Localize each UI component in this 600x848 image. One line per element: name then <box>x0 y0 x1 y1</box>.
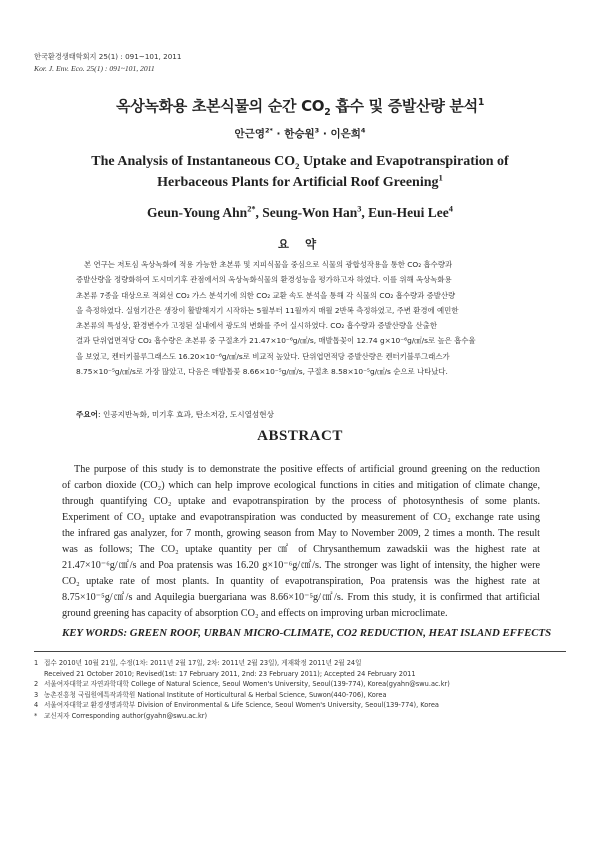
english-abstract-line: of carbon dioxide (CO₂) which can help improve ecological functions in cities and mitigation of climate change, <box>62 480 540 491</box>
footnote-item <box>34 700 566 711</box>
author-ko-2: 한승원 <box>284 128 315 140</box>
author-separator: · <box>319 128 331 140</box>
english-abstract-line: the infrared gas analyzer, for 7 month, growing season from May to November 2009, 2 times a month. The result <box>62 528 540 539</box>
footnote-text: 교신저자 Corresponding author(gyahn@swu.ac.kr) <box>44 711 208 720</box>
korean-abstract-line: 결과 단위엽면적당 CO₂ 흡수량은 초본류 중 구절초가 21.47×10⁻⁶g/㎠/s, 매발톱꽃이 12.74 g×10⁻⁶g/㎠/s로 높은 흡수율 <box>76 336 476 346</box>
footnotes <box>34 658 566 722</box>
title-en-line1-pre: The Analysis of Instantaneous CO <box>91 154 296 169</box>
korean-abstract-line: 초본류 7종을 대상으로 적외선 CO₂ 가스 분석기에 의한 CO₂ 교환 속도 분석을 통해 각 식물의 CO₂ 흡수량과 증발산량 <box>76 290 456 300</box>
korean-abstract-body <box>76 257 526 379</box>
title-ko-rest: 흡수 및 증발산량 분석 <box>330 97 478 115</box>
english-abstract-line: The purpose of this study is to demonstrate the positive effects of artificial ground greening on the reduction <box>74 464 540 475</box>
title-ko-subscript: 2 <box>324 107 331 118</box>
abstract-heading: ABSTRACT <box>257 428 343 444</box>
title-en-line1-post: Uptake and Evapotranspiration of <box>299 154 509 169</box>
footnote-item <box>34 690 566 701</box>
author-en-1-mark: 2* <box>247 204 256 214</box>
author-en-3-mark: 4 <box>448 204 453 214</box>
footnote-text: 농촌진흥청 국립원예특작과학원 National Institute of Horticultural & Herbal Science, Suwon(440-706), Korea <box>44 690 387 699</box>
english-abstract-line: Experiment of CO₂ uptake and evapotranspiration was conducted by measurement of CO₂ exchange rate using <box>62 512 540 523</box>
footnote-item <box>34 669 566 680</box>
author-en-3: , Eun-Heui Lee <box>361 205 449 220</box>
footnote-mark: 3 <box>34 690 39 699</box>
authors-korean <box>0 126 600 141</box>
author-ko-2-mark: 3 <box>314 126 320 135</box>
footnote-item <box>34 711 566 722</box>
english-abstract-body <box>62 462 540 622</box>
title-en-subscript: 2 <box>295 160 300 171</box>
korean-abstract-line: 8.75×10⁻⁵g/㎠/s로 가장 많았고, 다음은 매발톱꽃 8.66×10⁻⁵g/㎠/s, 구절초 8.58×10⁻⁵g/㎠/s 순으로 나타났다. <box>76 367 448 377</box>
footnote-mark: 1 <box>34 659 39 667</box>
english-abstract-line: through quantifying CO₂ uptake and evapotranspiration by the process of photosynthesis of some plants. <box>62 496 540 507</box>
title-english-line-2 <box>0 172 600 191</box>
english-keywords: KEY WORDS: GREEN ROOF, URBAN MICRO-CLIMATE, CO2 REDUCTION, HEAT ISLAND EFFECTS <box>62 627 552 639</box>
footnote-item <box>34 679 566 690</box>
author-ko-3-mark: 4 <box>360 126 366 135</box>
korean-abstract-line: 본 연구는 저토심 옥상녹화에 적용 가능한 초본류 및 지피식물을 중심으로 식물의 광합성작용을 통한 CO₂ 흡수량과 <box>84 260 453 269</box>
footnote-mark: 4 <box>34 701 39 710</box>
english-abstract-line: ground greening has capacity of absorption CO₂ and effects on improving urban microclimate. <box>62 608 448 619</box>
title-en-footnote-mark: 1 <box>438 172 443 183</box>
title-english-line-1 <box>0 154 600 170</box>
korean-abstract-line: 증발산량을 정량화하여 도시미기후 관점에서의 옥상녹화식물의 환경성능을 평가하고자 하였다. 이를 위해 옥상녹화용 <box>76 275 452 285</box>
english-abstract-line: was as follows; The CO₂ uptake quantity per ㎠ of Chrysanthemum zawadskii was the highest rate at <box>62 544 540 555</box>
footnote-mark: 2 <box>34 680 39 689</box>
footnote-text: 접수 2010년 10월 21일, 수정(1차: 2011년 2월 17일, 2차: 2011년 2월 23일), 게재확정 2011년 2월 24일 <box>44 659 362 667</box>
title-ko-main: 옥상녹화용 초본식물의 순간 CO <box>116 97 325 115</box>
author-en-1: Geun-Young Ahn <box>147 205 248 220</box>
korean-keywords-label: 주요어 <box>76 410 99 419</box>
english-abstract-line: 8.75×10⁻⁵g/㎠/s and Aquilegia buergariana was 8.66×10⁻⁵g/㎠/s. From this study, it is confirmed that artificial <box>62 592 540 603</box>
english-abstract-line: 21.47×10⁻⁶g/㎠/s and Poa pratensis was 16.20 g×10⁻⁶g/㎠/s. The stronger was light of intensity, the higher were <box>62 560 540 571</box>
korean-abstract-line: 을 보였고, 켄터키블루그래스도 16.20×10⁻⁶g/㎠/s로 비교적 높았다. 단위엽면적당 증발산량은 켄터키블루그래스가 <box>76 351 450 361</box>
author-en-2-mark: 3 <box>357 204 362 214</box>
korean-abstract-line: 초본류의 특성상, 환경변수가 고정된 실내에서 광도의 변화를 주어 실시하였다. CO₂ 흡수량과 증발산량을 산출한 <box>76 321 437 331</box>
footnote-divider <box>34 651 566 652</box>
journal-reference-en: Kor. J. Env. Eco. 25(1) : 091~101, 2011 <box>34 64 155 73</box>
footnote-text: 서울여자대학교 자연과학대학 College of Natural Science, Seoul Women's University, Seoul(139-774), Korea(gyahn@swu.ac.kr) <box>44 680 450 689</box>
author-en-2: , Seung-Won Han <box>255 205 358 220</box>
korean-abstract-heading: 요 약 <box>277 237 323 251</box>
author-separator: · <box>272 128 285 140</box>
footnote-text: Received 21 October 2010; Revised(1st: 17 February 2011, 2nd: 23 February 2011); Accepted 24 February 2011 <box>44 669 416 678</box>
footnote-item <box>34 658 566 669</box>
footnote-mark: * <box>34 711 38 720</box>
title-korean <box>0 95 600 116</box>
korean-abstract-line: 을 측정하였다. 실험기간은 생장이 활발해지기 시작하는 5월부터 11월까지 매월 2반복 측정하였고, 주변 환경에 예민한 <box>76 305 459 315</box>
author-ko-1-mark: 2* <box>264 126 273 135</box>
title-en-line2: Herbaceous Plants for Artificial Roof Greening <box>157 175 439 190</box>
title-ko-footnote-mark: 1 <box>477 97 484 108</box>
authors-english <box>0 205 600 221</box>
author-ko-3: 이은희 <box>330 128 361 140</box>
english-abstract-line: CO₂ uptake rate of most plants. In quantity of evapotranspiration, Poa pratensis was the highest rate at <box>62 576 540 587</box>
journal-reference-ko: 한국환경생태학회지 25(1) : 091~101, 2011 <box>34 52 182 61</box>
korean-keywords <box>76 409 274 420</box>
author-ko-1: 안근영 <box>234 128 265 140</box>
korean-keywords-list: : 인공지반녹화, 미기후 효과, 탄소저감, 도시열섬현상 <box>98 410 274 419</box>
footnote-text: 서울여자대학교 환경생명과학부 Division of Environmental & Life Science, Seoul Women's University, Seoul(139-774), Korea <box>44 701 439 710</box>
